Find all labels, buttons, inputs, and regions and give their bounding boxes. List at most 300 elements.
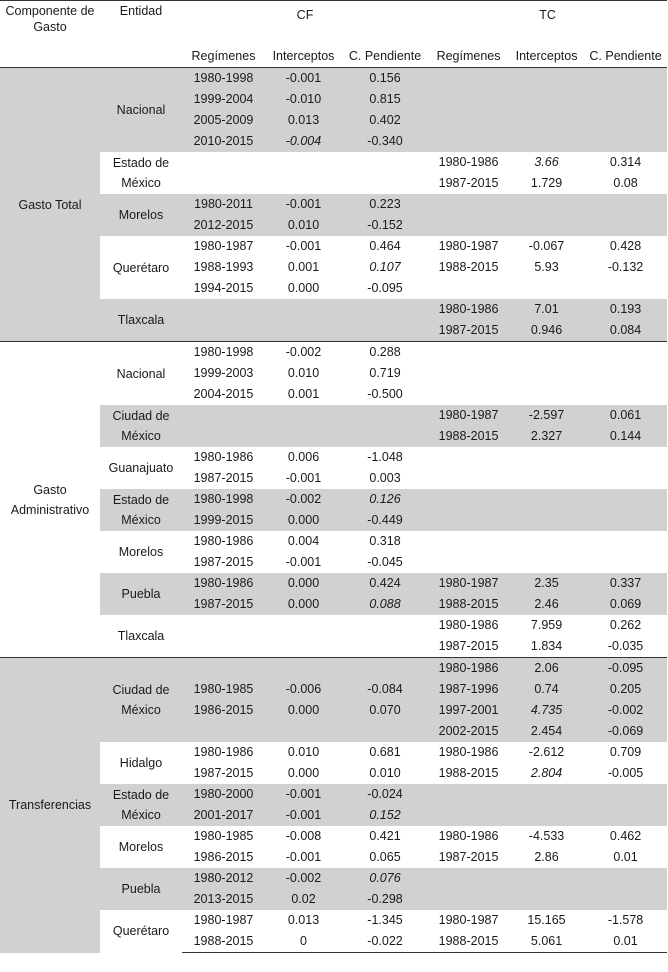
cf-intercepto: 0.001 bbox=[287, 387, 320, 401]
cf-pendiente: 0.107 bbox=[369, 260, 401, 274]
tc-regimen: 1980-1987 bbox=[428, 573, 509, 594]
cf-regimen: 1980-1986 bbox=[193, 745, 254, 759]
tc-empty bbox=[428, 215, 509, 236]
tc-empty bbox=[509, 278, 584, 299]
tc-pendiente: -0.069 bbox=[584, 721, 667, 742]
tc-empty bbox=[584, 215, 667, 236]
tc-regimen: 1980-1987 bbox=[438, 913, 499, 927]
tc-empty bbox=[428, 552, 509, 573]
tc-empty bbox=[584, 363, 667, 384]
cf-empty bbox=[265, 636, 342, 658]
cf-intercepto: 0.004 bbox=[287, 534, 320, 548]
cf-pendiente: 0.223 bbox=[342, 194, 428, 215]
entity-label: Ciudad de México bbox=[100, 658, 182, 743]
table-row bbox=[0, 826, 667, 847]
table-row bbox=[0, 447, 667, 468]
tc-empty bbox=[584, 278, 667, 299]
tc-empty bbox=[428, 384, 509, 405]
tc-intercepto: 4.735 bbox=[509, 700, 584, 721]
cf-empty bbox=[342, 173, 428, 194]
cf-regimen: 2012-2015 bbox=[182, 215, 265, 236]
tc-empty bbox=[509, 215, 584, 236]
cf-empty bbox=[182, 152, 265, 173]
entity-label: Puebla bbox=[100, 868, 182, 910]
cf-regimen: 1980-2000 bbox=[182, 784, 265, 805]
tc-empty bbox=[584, 342, 667, 364]
cf-empty bbox=[342, 636, 428, 658]
tc-pendiente: -0.002 bbox=[584, 700, 667, 721]
cf-intercepto: 0.010 bbox=[287, 366, 320, 380]
tc-intercepto: -2.612 bbox=[528, 745, 565, 759]
tc-empty bbox=[509, 447, 584, 468]
header-cf-interceptos: Interceptos bbox=[272, 49, 335, 63]
cf-regimen: 2001-2017 bbox=[182, 805, 265, 826]
tc-regimen: 1987-2015 bbox=[438, 850, 499, 864]
tc-intercepto: 2.327 bbox=[509, 426, 584, 447]
tc-pendiente: 0.193 bbox=[584, 299, 667, 320]
cf-intercepto: 0.010 bbox=[287, 745, 320, 759]
tc-regimen: 1988-2015 bbox=[438, 766, 499, 780]
entity-label: Morelos bbox=[100, 194, 182, 236]
cf-regimen: 1980-1987 bbox=[193, 239, 254, 253]
header-entidad: Entidad bbox=[100, 1, 182, 68]
tc-intercepto: 2.46 bbox=[509, 594, 584, 615]
tc-intercepto: 2.35 bbox=[509, 573, 584, 594]
tc-regimen: 1980-1986 bbox=[438, 155, 499, 169]
tc-intercepto: -0.067 bbox=[528, 239, 565, 253]
cf-regimen: 1980-1985 bbox=[193, 829, 254, 843]
table-row bbox=[0, 615, 667, 636]
tc-empty bbox=[509, 363, 584, 384]
tc-empty bbox=[584, 194, 667, 215]
cf-intercepto: -0.002 bbox=[265, 489, 342, 510]
tc-intercepto: 2.804 bbox=[530, 766, 563, 780]
table-row bbox=[0, 742, 667, 763]
tc-empty bbox=[584, 510, 667, 531]
tc-regimen: 1987-2015 bbox=[428, 320, 509, 342]
cf-intercepto: -0.002 bbox=[265, 342, 342, 364]
tc-empty bbox=[509, 384, 584, 405]
tc-empty bbox=[428, 89, 509, 110]
cf-intercepto: -0.001 bbox=[285, 850, 322, 864]
cf-empty bbox=[265, 721, 342, 742]
tc-empty bbox=[509, 889, 584, 910]
table-row bbox=[0, 573, 667, 594]
tc-intercepto: 2.86 bbox=[534, 850, 559, 864]
tc-regimen: 1980-1987 bbox=[438, 239, 499, 253]
tc-regimen: 1980-1986 bbox=[438, 829, 499, 843]
cf-pendiente: -0.022 bbox=[342, 931, 428, 953]
cf-intercepto: 0.010 bbox=[265, 215, 342, 236]
tc-pendiente: -0.095 bbox=[584, 658, 667, 680]
header-tc: TC bbox=[428, 1, 667, 46]
header-cf-pendiente: C. Pendiente bbox=[348, 49, 422, 63]
cf-pendiente: -1.048 bbox=[367, 450, 403, 464]
tc-pendiente: -0.132 bbox=[607, 260, 644, 274]
tc-intercepto: 7.01 bbox=[509, 299, 584, 320]
cf-pendiente: 0.719 bbox=[369, 366, 401, 380]
cf-intercepto: 0.02 bbox=[265, 889, 342, 910]
cf-pendiente: -0.084 bbox=[342, 679, 428, 700]
cf-regimen: 1980-1985 bbox=[182, 679, 265, 700]
tc-empty bbox=[428, 468, 509, 489]
cf-regimen: 1980-1986 bbox=[182, 573, 265, 594]
cf-empty bbox=[342, 615, 428, 636]
cf-empty bbox=[265, 615, 342, 636]
cf-empty bbox=[265, 426, 342, 447]
cf-intercepto: 0.001 bbox=[287, 260, 320, 274]
cf-regimen: 1988-1993 bbox=[193, 260, 254, 274]
cf-pendiente: -0.500 bbox=[367, 387, 403, 401]
entity-label: Ciudad de México bbox=[100, 405, 182, 447]
cf-empty bbox=[182, 320, 265, 342]
cf-regimen: 1980-1987 bbox=[193, 913, 254, 927]
table-row bbox=[0, 68, 667, 90]
tc-intercepto: 1.729 bbox=[530, 176, 563, 190]
table-row bbox=[0, 236, 667, 257]
tc-empty bbox=[509, 194, 584, 215]
tc-pendiente: 0.084 bbox=[584, 320, 667, 342]
tc-empty bbox=[584, 531, 667, 552]
cf-intercepto: 0.000 bbox=[287, 281, 320, 295]
cf-pendiente: 0.815 bbox=[342, 89, 428, 110]
entity-label: Tlaxcala bbox=[100, 299, 182, 342]
tc-pendiente: -1.578 bbox=[607, 913, 644, 927]
tc-regimen: 1987-1996 bbox=[428, 679, 509, 700]
cf-empty bbox=[342, 299, 428, 320]
cf-pendiente: 0.424 bbox=[342, 573, 428, 594]
cf-empty bbox=[182, 173, 265, 194]
cf-intercepto: -0.002 bbox=[265, 868, 342, 889]
cf-pendiente: -0.340 bbox=[342, 131, 428, 152]
tc-intercepto: 15.165 bbox=[527, 913, 566, 927]
cf-intercepto: 0.000 bbox=[265, 573, 342, 594]
tc-empty bbox=[509, 868, 584, 889]
cf-regimen: 1986-2015 bbox=[193, 850, 254, 864]
cf-regimen: 1987-2015 bbox=[193, 471, 254, 485]
cf-intercepto: 0.013 bbox=[287, 913, 320, 927]
cf-pendiente: 0.152 bbox=[342, 805, 428, 826]
tc-intercepto: 0.946 bbox=[509, 320, 584, 342]
cf-pendiente: -1.345 bbox=[367, 913, 403, 927]
cf-intercepto: 0.000 bbox=[265, 510, 342, 531]
tc-empty bbox=[584, 468, 667, 489]
tc-regimen: 1980-1986 bbox=[438, 618, 499, 632]
cf-regimen: 1987-2015 bbox=[193, 555, 254, 569]
entity-label: Nacional bbox=[100, 68, 182, 153]
tc-regimen: 1980-1986 bbox=[438, 745, 499, 759]
entity-label: Estado de México bbox=[112, 156, 170, 190]
tc-pendiente: 0.01 bbox=[613, 850, 638, 864]
tc-intercepto: -4.533 bbox=[528, 829, 565, 843]
table-row bbox=[0, 342, 667, 364]
cf-pendiente: 0.156 bbox=[342, 68, 428, 90]
tc-empty bbox=[584, 68, 667, 90]
cf-intercepto: -0.001 bbox=[285, 471, 322, 485]
entity-label: Querétaro bbox=[112, 260, 170, 275]
tc-empty bbox=[584, 805, 667, 826]
table-row bbox=[0, 531, 667, 552]
tc-pendiente: 0.061 bbox=[584, 405, 667, 426]
cf-intercepto: 0 bbox=[265, 931, 342, 953]
component-label: Gasto Total bbox=[0, 68, 100, 342]
table-row bbox=[0, 868, 667, 889]
cf-regimen: 1999-2015 bbox=[182, 510, 265, 531]
cf-empty bbox=[265, 405, 342, 426]
cf-empty bbox=[342, 426, 428, 447]
tc-empty bbox=[509, 510, 584, 531]
tc-empty bbox=[584, 447, 667, 468]
tc-regimen: 1997-2001 bbox=[428, 700, 509, 721]
tc-empty bbox=[584, 889, 667, 910]
tc-empty bbox=[584, 489, 667, 510]
tc-empty bbox=[584, 384, 667, 405]
tc-regimen: 1987-2015 bbox=[438, 176, 499, 190]
cf-regimen: 1980-1998 bbox=[182, 68, 265, 90]
table-row bbox=[0, 299, 667, 320]
tc-empty bbox=[428, 278, 509, 299]
tc-pendiente: 0.01 bbox=[584, 931, 667, 953]
tc-empty bbox=[509, 784, 584, 805]
cf-empty bbox=[182, 721, 265, 742]
cf-intercepto: 0.000 bbox=[265, 594, 342, 615]
cf-pendiente: -0.024 bbox=[342, 784, 428, 805]
cf-intercepto: 0.006 bbox=[287, 450, 320, 464]
cf-intercepto: -0.001 bbox=[265, 805, 342, 826]
cf-pendiente: -0.152 bbox=[342, 215, 428, 236]
cf-regimen: 1994-2015 bbox=[193, 281, 254, 295]
tc-empty bbox=[509, 342, 584, 364]
table-row bbox=[0, 152, 667, 173]
cf-empty bbox=[182, 405, 265, 426]
cf-regimen: 1980-2011 bbox=[182, 194, 265, 215]
tc-empty bbox=[584, 784, 667, 805]
tc-empty bbox=[584, 868, 667, 889]
tc-empty bbox=[428, 489, 509, 510]
tc-intercepto: 1.834 bbox=[530, 639, 563, 653]
cf-intercepto: -0.006 bbox=[265, 679, 342, 700]
tc-intercepto: 2.06 bbox=[509, 658, 584, 680]
cf-empty bbox=[265, 299, 342, 320]
cf-pendiente: 0.681 bbox=[369, 745, 401, 759]
tc-empty bbox=[428, 531, 509, 552]
tc-empty bbox=[509, 131, 584, 152]
entity-label: Estado de México bbox=[100, 784, 182, 826]
tc-empty bbox=[428, 194, 509, 215]
cf-pendiente: 0.288 bbox=[342, 342, 428, 364]
cf-regimen: 2013-2015 bbox=[182, 889, 265, 910]
cf-pendiente: 0.464 bbox=[369, 239, 401, 253]
tc-empty bbox=[509, 68, 584, 90]
cf-empty bbox=[182, 426, 265, 447]
cf-empty bbox=[342, 320, 428, 342]
tc-empty bbox=[428, 510, 509, 531]
cf-pendiente: -0.298 bbox=[342, 889, 428, 910]
tc-pendiente: 0.262 bbox=[609, 618, 642, 632]
table-row bbox=[0, 405, 667, 426]
cf-pendiente: 0.402 bbox=[342, 110, 428, 131]
tc-pendiente: -0.005 bbox=[607, 766, 644, 780]
cf-empty bbox=[182, 615, 265, 636]
tc-empty bbox=[428, 868, 509, 889]
cf-intercepto: -0.010 bbox=[265, 89, 342, 110]
tc-regimen: 1980-1986 bbox=[428, 658, 509, 680]
tc-intercepto: 5.061 bbox=[509, 931, 584, 953]
table-row bbox=[0, 194, 667, 215]
cf-intercepto: -0.001 bbox=[285, 555, 322, 569]
header-cf-regimenes: Regímenes bbox=[191, 49, 256, 63]
tc-empty bbox=[428, 363, 509, 384]
cf-pendiente: 0.318 bbox=[369, 534, 401, 548]
cf-intercepto: -0.001 bbox=[285, 239, 322, 253]
cf-pendiente: 0.070 bbox=[342, 700, 428, 721]
component-label: Transferencias bbox=[0, 658, 100, 953]
cf-regimen: 1988-2015 bbox=[182, 931, 265, 953]
cf-empty bbox=[265, 320, 342, 342]
tc-empty bbox=[509, 110, 584, 131]
header-tc-regimenes: Regímenes bbox=[436, 49, 501, 63]
cf-pendiente: 0.003 bbox=[369, 471, 401, 485]
tc-pendiente: 0.337 bbox=[584, 573, 667, 594]
cf-empty bbox=[182, 658, 265, 680]
cf-regimen: 1986-2015 bbox=[182, 700, 265, 721]
header-tc-pendiente: C. Pendiente bbox=[589, 49, 662, 63]
cf-intercepto: -0.001 bbox=[265, 784, 342, 805]
tc-intercepto: 5.93 bbox=[534, 260, 559, 274]
tc-pendiente: 0.314 bbox=[609, 155, 642, 169]
entity-label: Guanajuato bbox=[108, 461, 174, 475]
cf-regimen: 2004-2015 bbox=[193, 387, 254, 401]
table-row bbox=[0, 910, 667, 931]
cf-empty bbox=[265, 173, 342, 194]
cf-regimen: 2010-2015 bbox=[182, 131, 265, 152]
cf-pendiente: 0.126 bbox=[342, 489, 428, 510]
header-componente: Componente de Gasto bbox=[0, 1, 100, 68]
tc-empty bbox=[509, 552, 584, 573]
tc-pendiente: 0.205 bbox=[584, 679, 667, 700]
tc-intercepto: 7.959 bbox=[530, 618, 563, 632]
cf-regimen: 1987-2015 bbox=[193, 766, 254, 780]
tc-pendiente: 0.069 bbox=[584, 594, 667, 615]
cf-pendiente: 0.010 bbox=[369, 766, 401, 780]
tc-empty bbox=[584, 131, 667, 152]
tc-pendiente: 0.462 bbox=[609, 829, 642, 843]
cf-empty bbox=[182, 636, 265, 658]
tc-intercepto: 0.74 bbox=[509, 679, 584, 700]
cf-regimen: 1999-2004 bbox=[182, 89, 265, 110]
cf-empty bbox=[265, 658, 342, 680]
table-row bbox=[0, 784, 667, 805]
tc-empty bbox=[428, 447, 509, 468]
cf-empty bbox=[342, 658, 428, 680]
tc-regimen: 1988-2015 bbox=[438, 260, 499, 274]
tc-regimen: 1988-2015 bbox=[428, 594, 509, 615]
cf-empty bbox=[342, 721, 428, 742]
cf-pendiente: 0.421 bbox=[369, 829, 401, 843]
cf-empty bbox=[342, 152, 428, 173]
tc-regimen: 1988-2015 bbox=[428, 426, 509, 447]
tc-empty bbox=[509, 89, 584, 110]
entity-label: Querétaro bbox=[112, 924, 170, 939]
cf-pendiente: 0.088 bbox=[342, 594, 428, 615]
entity-label: Puebla bbox=[100, 573, 182, 615]
cf-pendiente: 0.065 bbox=[369, 850, 401, 864]
cf-regimen: 1980-2012 bbox=[182, 868, 265, 889]
tc-pendiente: 0.428 bbox=[609, 239, 642, 253]
tc-empty bbox=[428, 889, 509, 910]
tc-regimen: 1980-1986 bbox=[428, 299, 509, 320]
cf-regimen: 1980-1986 bbox=[193, 450, 254, 464]
tc-pendiente: 0.08 bbox=[613, 176, 638, 190]
tc-empty bbox=[428, 342, 509, 364]
cf-pendiente: -0.095 bbox=[367, 281, 403, 295]
tc-empty bbox=[509, 489, 584, 510]
tc-empty bbox=[509, 805, 584, 826]
cf-regimen: 1980-1998 bbox=[182, 489, 265, 510]
cf-regimen: 2005-2009 bbox=[182, 110, 265, 131]
cf-intercepto: 0.000 bbox=[287, 766, 320, 780]
header-tc-interceptos: Interceptos bbox=[515, 49, 578, 63]
entity-label: Hidalgo bbox=[119, 756, 163, 770]
tc-empty bbox=[428, 784, 509, 805]
tc-intercepto: 2.454 bbox=[509, 721, 584, 742]
header-cf: CF bbox=[182, 1, 428, 46]
tc-regimen: 2002-2015 bbox=[428, 721, 509, 742]
tc-intercepto: -2.597 bbox=[509, 405, 584, 426]
cf-intercepto: -0.004 bbox=[265, 131, 342, 152]
cf-regimen: 1987-2015 bbox=[182, 594, 265, 615]
tc-empty bbox=[509, 531, 584, 552]
cf-intercepto: 0.000 bbox=[265, 700, 342, 721]
cf-intercepto: -0.001 bbox=[265, 194, 342, 215]
cf-pendiente: -0.449 bbox=[342, 510, 428, 531]
cf-intercepto: -0.008 bbox=[285, 829, 322, 843]
tc-empty bbox=[428, 805, 509, 826]
tc-regimen: 1980-1987 bbox=[428, 405, 509, 426]
entity-label: Estado de México bbox=[100, 489, 182, 531]
tc-pendiente: -0.035 bbox=[607, 639, 644, 653]
tc-pendiente: 0.709 bbox=[609, 745, 642, 759]
tc-empty bbox=[428, 131, 509, 152]
cf-regimen: 1999-2003 bbox=[193, 366, 254, 380]
cf-pendiente: 0.076 bbox=[342, 868, 428, 889]
cf-empty bbox=[265, 152, 342, 173]
cf-pendiente: -0.045 bbox=[367, 555, 403, 569]
cf-intercepto: -0.001 bbox=[265, 68, 342, 90]
tc-empty bbox=[584, 110, 667, 131]
cf-empty bbox=[342, 405, 428, 426]
entity-label: Morelos bbox=[118, 840, 164, 854]
cf-empty bbox=[182, 299, 265, 320]
table-body bbox=[0, 68, 667, 953]
tc-empty bbox=[584, 552, 667, 573]
table-row bbox=[0, 489, 667, 510]
tc-regimen: 1987-2015 bbox=[438, 639, 499, 653]
component-label: Gasto Administrativo bbox=[0, 342, 100, 658]
tc-empty bbox=[509, 468, 584, 489]
tc-empty bbox=[584, 89, 667, 110]
entity-label: Morelos bbox=[118, 545, 164, 559]
tc-regimen: 1988-2015 bbox=[428, 931, 509, 953]
cf-intercepto: 0.013 bbox=[265, 110, 342, 131]
cf-regimen: 1980-1998 bbox=[182, 342, 265, 364]
entity-label: Nacional bbox=[100, 342, 182, 406]
tc-empty bbox=[428, 110, 509, 131]
table-row bbox=[0, 658, 667, 680]
entity-label: Tlaxcala bbox=[117, 629, 165, 643]
tc-pendiente: 0.144 bbox=[584, 426, 667, 447]
tc-intercepto: 3.66 bbox=[534, 155, 559, 169]
